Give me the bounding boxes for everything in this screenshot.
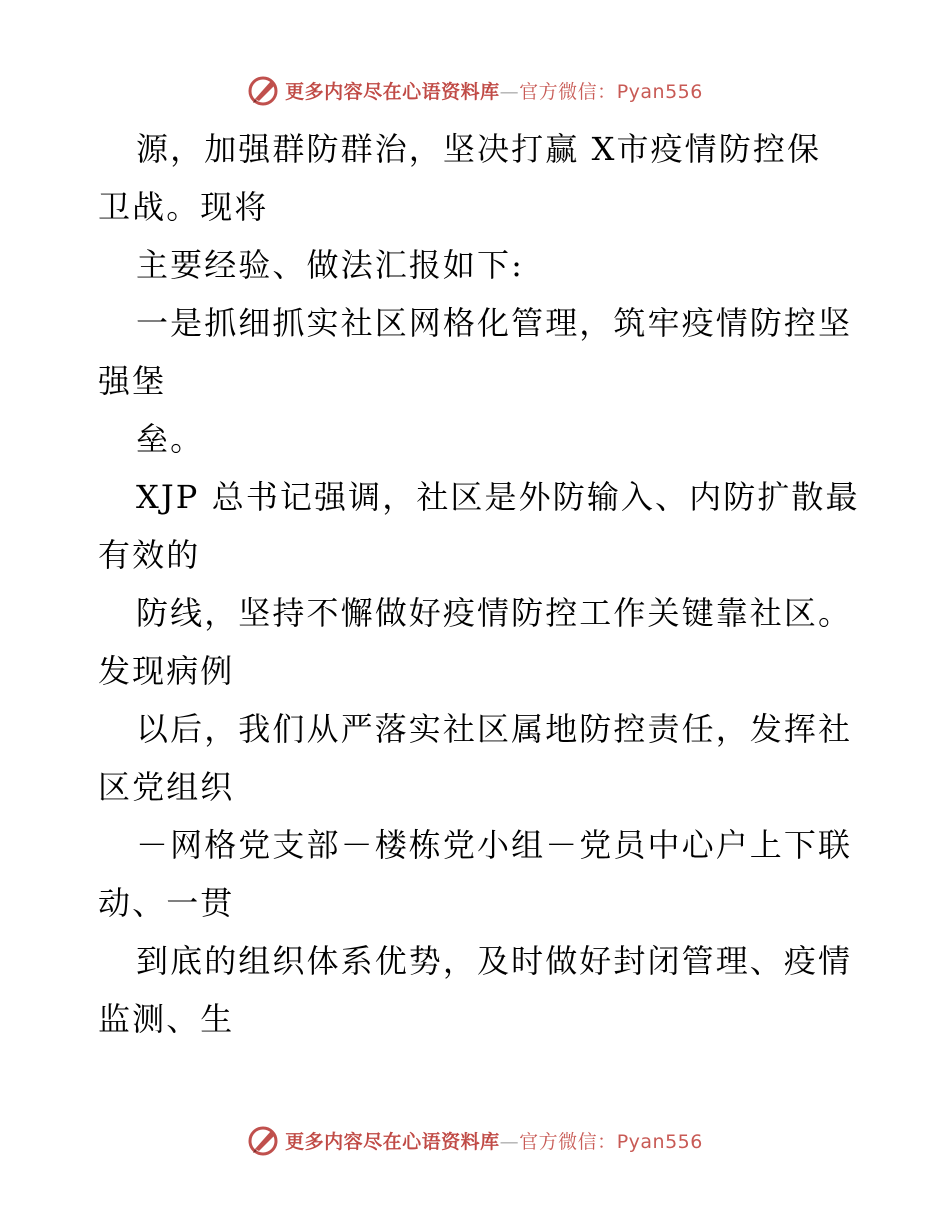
text-line: 垒。 xyxy=(136,420,205,458)
banner-wechat-id: Pyan556 xyxy=(616,1130,703,1153)
footer-banner xyxy=(0,1120,950,1160)
text-line: 强堡 xyxy=(98,362,167,400)
text-line: 监测、生 xyxy=(98,1000,235,1038)
document-body xyxy=(98,120,858,1048)
banner-wechat-id: Pyan556 xyxy=(616,80,703,103)
banner-title: 更多内容尽在心语资料库 xyxy=(285,1130,500,1153)
banner-title: 更多内容尽在心语资料库 xyxy=(285,80,500,103)
text-line: 发现病例 xyxy=(98,652,235,690)
text-line: 卫战。现将 xyxy=(98,188,269,226)
text-line: 防线，坚持不懈做好疫情防控工作关键靠社区。 xyxy=(136,594,853,632)
pen-logo-icon xyxy=(247,1123,281,1157)
text-line: 有效的 xyxy=(98,536,201,574)
header-banner xyxy=(0,70,950,110)
banner-text xyxy=(285,77,703,104)
text-line: 一是抓细抓实社区网格化管理，筑牢疫情防控坚 xyxy=(136,304,853,342)
banner-wechat-label: 官方微信： xyxy=(519,1130,617,1153)
text-line: 主要经验、做法汇报如下: xyxy=(136,246,524,284)
banner-wechat-label: 官方微信： xyxy=(519,80,617,103)
banner-dash: — xyxy=(499,1130,520,1153)
text-line: 以后，我们从严落实社区属地防控责任，发挥社 xyxy=(136,710,853,748)
text-line: －网格党支部－楼栋党小组－党员中心户上下联 xyxy=(136,826,853,864)
pen-logo-icon xyxy=(247,73,281,107)
text-line: XJP 总书记强调，社区是外防输入、内防扩散最 xyxy=(136,478,860,516)
text-line: 源，加强群防群治，坚决打赢 X市疫情防控保 xyxy=(136,130,822,168)
text-line: 动、一贯 xyxy=(98,884,235,922)
banner-text xyxy=(285,1127,703,1154)
text-line: 区党组织 xyxy=(98,768,235,806)
banner-dash: — xyxy=(499,80,520,103)
text-line: 到底的组织体系优势，及时做好封闭管理、疫情 xyxy=(136,942,853,980)
